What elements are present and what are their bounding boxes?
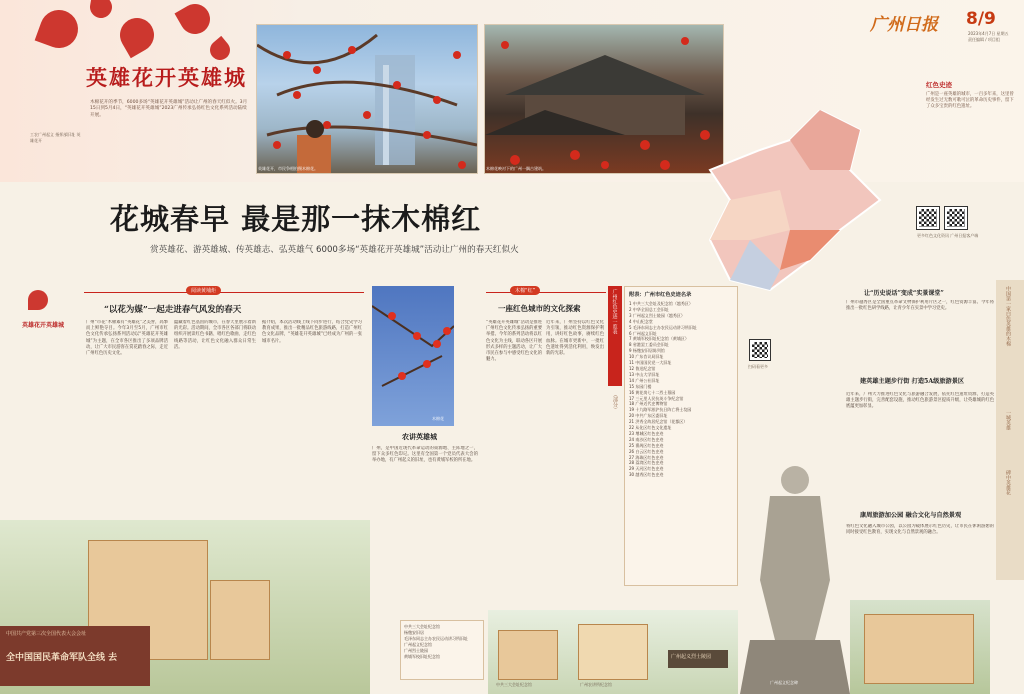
statue-illustration — [740, 450, 850, 694]
middle-body-2: “英雄花开英雄城”活动是推进广州红色文化传承弘扬的重要举措。今年的系列活动将以红色文化为主线，联动各区开展形式多样的主题活动，让广大市民在参与中感受红色文化的魅力。 — [486, 320, 542, 363]
red-sites-list — [624, 286, 738, 586]
main-subhead: 赏英雄花、游英雄城、传英雄志、弘英雄气 6000多场“英雄花开英雄城”活动让广州的春天红似火 — [150, 245, 519, 255]
memorial-sign — [668, 650, 728, 668]
list-item: 21 洪秀全故居纪念馆（花都区） — [629, 419, 688, 425]
main-headline: 花城春早 最是那一抹木棉红 — [110, 202, 482, 236]
middle-section-tag: 木棉“红” — [510, 286, 540, 295]
qr-caption: 更多红色文化资讯 广州日报客户端 — [917, 233, 979, 238]
left-body-1: 广州“市花”木棉素有“英雄花”之美誉，高擎而上鲜艳夺目。今年3月至5月，广州市红色文化传承弘扬系列活动以“英雄花开英雄城”为主题，在全市各区推出了多项品牌活动，让广大市民游客在赏花踏春之际，走近广州红色历史文化。 — [86, 320, 168, 357]
guangzhou-map — [690, 110, 920, 310]
list-item: 19 十九路军淞沪抗日阵亡将士坟园 — [629, 407, 692, 413]
statue-caption: 广州起义纪念碑 — [770, 680, 798, 685]
qr-code[interactable] — [945, 207, 967, 229]
list-item: 27 海珠区红色史迹 — [629, 454, 664, 460]
right-title-3: 康周旅游加公园 融合文化与自然景观 — [860, 512, 962, 519]
right-title-1: 让“历史说话”变成“实景课堂” — [864, 290, 944, 297]
right-bottom-illustration — [850, 600, 990, 694]
mini-list-item: 广州烈士陵园 — [404, 647, 428, 653]
middle-subtitle: 农讲英雄城 — [402, 432, 437, 441]
district-map-graphic — [690, 110, 920, 310]
photo2-caption: 木棉花映衬下的广州一隅古建筑。 — [486, 166, 546, 171]
masthead — [870, 4, 1020, 44]
list-item: 17 三元里人民抗英斗争纪念馆 — [629, 395, 684, 401]
left-mural — [0, 520, 370, 694]
section-rule — [486, 292, 606, 293]
middle-photo-caption: 木棉花 — [432, 416, 444, 421]
side-index-1: 中国第一家白色英雄的木棉 — [1005, 286, 1011, 346]
photo-ancient-architecture — [484, 24, 724, 174]
photo1-caption: 英雄花开，市民争相拍摄木棉花。 — [258, 166, 318, 171]
building-illustration — [210, 580, 270, 660]
side-index-strip — [996, 280, 1024, 580]
list-item: 14 广州公社旧址 — [629, 377, 660, 383]
list-item: 11 中国国民党一大旧址 — [629, 360, 672, 366]
history-label: 红色史迹 — [926, 81, 952, 89]
list-item: 3 广州起义烈士陵园（越秀区） — [629, 312, 685, 318]
logo-flower-icon — [28, 290, 48, 310]
list-item: 10 广东咨议局旧址 — [629, 354, 664, 360]
mini-list-item: 广州起义纪念馆 — [404, 641, 432, 647]
right-body-1: 广州市越秀区是全国重点革命文物保护利用片区之一，红色资源丰富。今年将推出一批红色研学线路，让青少年在实景中学习党史。 — [846, 300, 994, 312]
middle-body-3: 近年来，广州坚持以红色文化为引领，推动红色资源保护利用，讲好红色故事，赓续红色血脉。在城市更新中，一批红色遗址得到活化利用，焕发出新的光彩。 — [546, 320, 604, 357]
gate-illustration — [578, 624, 648, 680]
ancient-roof-graphic — [485, 25, 724, 174]
kapok-branch-graphic — [372, 286, 454, 426]
column-label-text: 广州红色史迹一览表 — [611, 289, 618, 334]
list-item: 15 东园门楼 — [629, 383, 652, 389]
topic-lead: 木棉花开的季节，6000多场“英雄花开英雄城”活动让广州的春天红似火。3月15日到5月4日，“英雄花开英雄城”2023广州传承弘扬红色文化系列活动陆续开展。 — [90, 100, 248, 118]
list-item: 12 鲁迅纪念馆 — [629, 365, 656, 371]
topic-title: 英雄花开英雄城 — [86, 65, 247, 90]
middle-body-1: 广州，是中国近现代革命运动的策源地、主阵地之一，留下众多红色印记。这里有全国第一个党员代表大会的举办地，有广州起义的旧址，也有黄埔军校的所在地。 — [372, 446, 478, 464]
list-item: 20 中共广东区委旧址 — [629, 413, 668, 419]
qr-code[interactable] — [917, 207, 939, 229]
mini-site-list — [400, 620, 484, 680]
list-item: 13 中山大学旧址 — [629, 371, 660, 377]
building-illustration — [864, 614, 974, 684]
list-item: 18 广州近代史博物馆 — [629, 401, 668, 407]
list-item: 7 黄埔军校旧址纪念馆（黄埔区） — [629, 336, 689, 342]
list-item: 16 黄花岗七十二烈士墓园 — [629, 389, 676, 395]
list-item: 4 中山纪念堂 — [629, 318, 653, 324]
date-line: 2023年4月7日 星期五 — [968, 31, 1009, 36]
list-item: 5 毛泽东同志主办农民运动讲习所旧址 — [629, 324, 697, 330]
list-item: 23 增城区红色史迹 — [629, 430, 664, 436]
list-item: 29 天河区红色史迹 — [629, 466, 664, 472]
middle-photo-kapok — [372, 286, 454, 426]
list-item: 6 广州起义旧址 — [629, 330, 657, 336]
list-item: 24 南沙区红色史迹 — [629, 436, 664, 442]
middle-section-title: 一座红色城市的文化探索 — [498, 304, 581, 313]
mini-list-item: 毛泽东同志主办农民运动讲习所旧址 — [404, 635, 468, 641]
column-label — [608, 286, 622, 386]
memorial-wall — [0, 626, 150, 686]
bottom-caption: 中共三大会址纪念馆 — [496, 682, 532, 687]
left-body-2: 蕴藏着红色基因的城市，在春天里展示着新的光彩。活动期间，全市各区各部门将联动组织开展读红色书籍、唱红色歌曲、走红色线路等活动，让红色文化融入群众日常生活。 — [174, 320, 256, 350]
kapok-tree-graphic — [257, 25, 478, 174]
section-rule — [84, 292, 364, 293]
list-item: 22 从化区红色文化遗址 — [629, 425, 672, 431]
qr-code[interactable] — [750, 340, 770, 360]
left-body-3: 据介绍，本次活动线上线下同步进行，结合党史学习教育成果，推出一批精品红色旅游线路，打造广州红色文化品牌，“英雄花开英雄城”已经成为广州的一张城市名片。 — [262, 320, 362, 344]
list-item: 1 中共三大会址及纪念馆（越秀区） — [629, 301, 693, 306]
list-title: 附表：广州市红色史迹名录 — [629, 292, 692, 298]
mini-list-item: 杨匏安旧居 — [404, 629, 424, 635]
campaign-logo-text: 英雄花开英雄城 — [22, 322, 65, 329]
mural-caption: 中国共产党第三次全国代表大会会址 — [6, 631, 87, 637]
list-item: 25 番禺区红色史迹 — [629, 442, 664, 448]
topic-side-note: 工农广州起义 指挥部旧址 英雄花开 — [30, 132, 81, 143]
statue-graphic — [740, 450, 850, 694]
list-item: 2 中华全国总工会旧址 — [629, 306, 669, 312]
column-label-note: （部分） — [612, 392, 618, 412]
bottom-illustration-strip — [488, 610, 738, 694]
mural-sign: 全中国国民革命军队全线 去 — [6, 653, 118, 663]
memorial-sign-text: 广州起义烈士陵园 — [671, 654, 712, 660]
list-item: 28 荔湾区红色史迹 — [629, 460, 664, 466]
side-index-2: 一城英雄 — [1005, 410, 1011, 430]
list-item: 9 杨匏安旧居陈列馆 — [629, 348, 665, 354]
list-item: 8 省港罢工委员会旧址 — [629, 342, 669, 348]
mini-list-item: 中共三大会址纪念馆 — [404, 624, 440, 629]
right-title-2: 建英雄主题步行街 打造5A级旅游景区 — [860, 378, 965, 385]
list-item: 26 白云区红色史迹 — [629, 448, 664, 454]
list-item: 30 越秀区红色史迹 — [629, 472, 664, 478]
left-section-title: “以花为媒”一起走进春气风发的春天 — [104, 305, 242, 315]
right-body-2: 近年来，广州大力推进红色文化与旅游融合发展，依托红色遗址资源，打造英雄主题步行街，完善配套设施，推动红色旅游景区提质升级，让英雄城的红色底蕴更加彰显。 — [846, 392, 994, 410]
right-body-3: 将红色文化融入城市公园，以公园为载体展示红色历史，让市民在休闲游憩的同时接受红色教育，实现文化与自然景观的融合。 — [846, 524, 994, 536]
side-index-3: 碑中英雄花 — [1005, 470, 1011, 495]
photo-kapok-blossom — [256, 24, 478, 174]
left-section-tag: 阅读黄埔炬 — [186, 286, 221, 295]
bottom-caption: 广州农讲所纪念馆 — [580, 682, 612, 687]
mini-list-item: 黄埔军校旧址纪念馆 — [404, 653, 440, 659]
gate-illustration — [498, 630, 558, 680]
newspaper-logo: 广州日报 — [870, 15, 938, 35]
right-qr-caption: 扫码看更多 — [748, 364, 768, 369]
history-text: 广州是一座英雄的城市，一百多年来，这里曾经发生过无数可歌可泣的革命历史事件，留下了众多宝贵的红色遗址。 — [926, 92, 1014, 110]
page-number: 8/9 — [966, 9, 996, 29]
editors-line: 责任编辑 / 项目组 — [968, 37, 1000, 42]
